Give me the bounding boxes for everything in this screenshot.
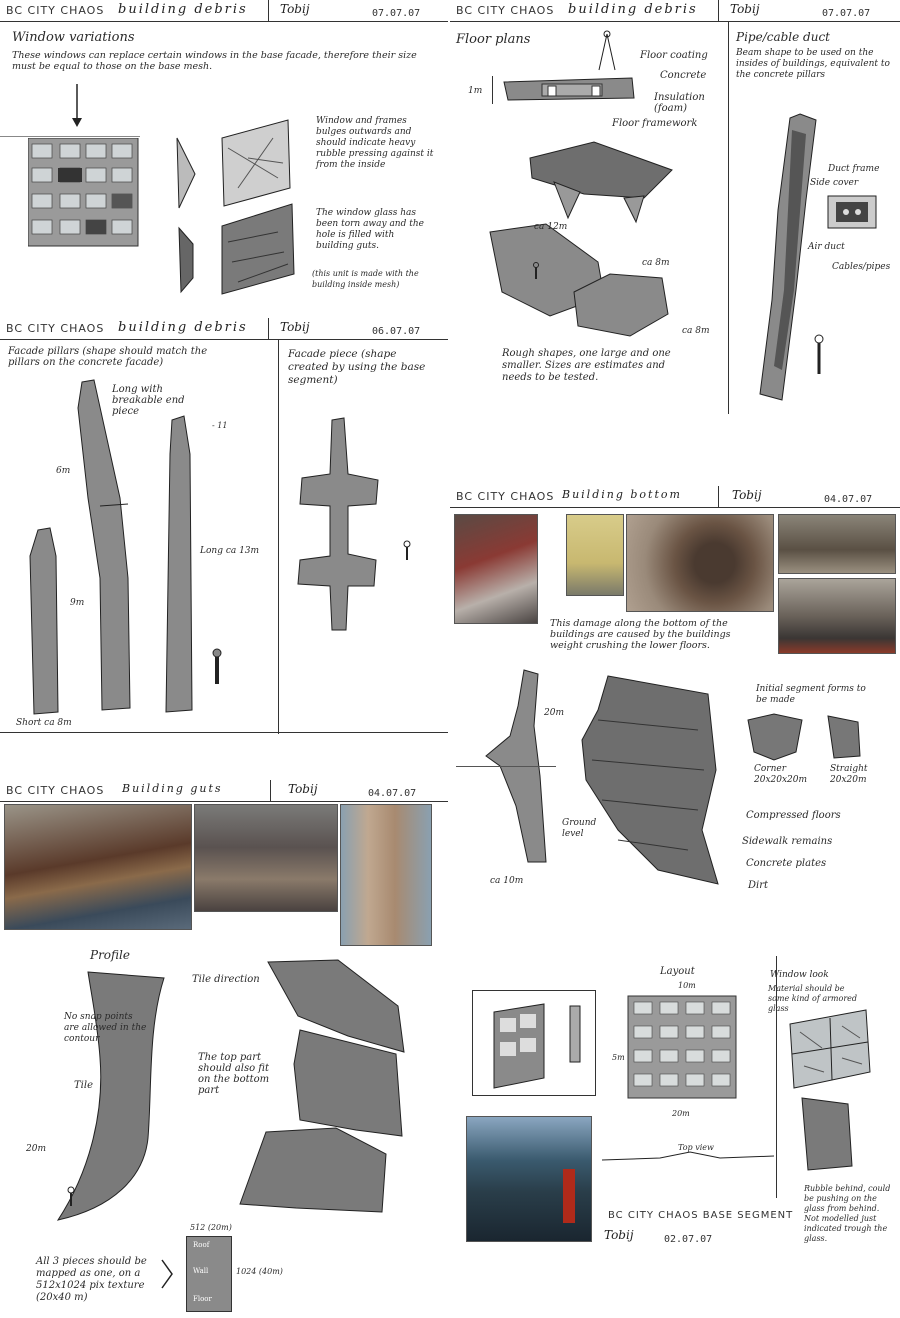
photo-crushed-base-1 xyxy=(778,514,896,574)
photo-damaged-tower xyxy=(340,804,432,946)
label-sidewalk-remains: Sidewalk remains xyxy=(742,836,833,847)
sheet-brand: BC CITY CHAOS xyxy=(456,490,555,503)
sheet-building-bottom xyxy=(450,486,900,946)
sheet-title: building debris xyxy=(118,320,248,335)
label-512: 512 (20m) xyxy=(190,1223,232,1232)
compressed-wall-sketch xyxy=(578,670,722,890)
label-20m: 20m xyxy=(26,1144,46,1154)
label-floor-coating: Floor coating xyxy=(640,50,708,61)
duct-section-sketch xyxy=(824,192,882,234)
window-variations-note: These windows can replace certain windows in the base facade, therefore their size must be equal to those on the base mesh. xyxy=(12,50,417,72)
sheet-date: 07.07.07 xyxy=(822,8,871,19)
label-profile: Profile xyxy=(90,948,130,962)
label-tile: Tile xyxy=(74,1080,93,1091)
label-duct-frame: Duct frame xyxy=(828,164,880,174)
armored-glass-sketch xyxy=(786,1008,874,1092)
photo-yellow-building xyxy=(566,514,624,596)
straight-segment-sketch xyxy=(824,712,864,762)
label-5m: 5m xyxy=(612,1053,625,1062)
label-concrete: Concrete xyxy=(660,70,707,81)
section-heading: Facade pillars (shape should match the pillars on the concrete facade) xyxy=(8,346,208,368)
facade-corner-sketch xyxy=(490,1002,550,1090)
label-window-look: Window look xyxy=(770,970,829,980)
label-straight: Straight 20x20m xyxy=(830,764,868,785)
label-6m: 6m xyxy=(56,466,71,476)
section-heading: Floor plans xyxy=(456,32,531,47)
photo-collapsed-base-1 xyxy=(454,514,538,624)
note-rubble-behind: Rubble behind, could be pushing on the glass from behind. Not modelled just indicated trough the glass. xyxy=(804,1184,891,1243)
facade-piece-sketch xyxy=(292,414,382,634)
pipe-duct-note: Beam shape to be used on the insides of buildings, equivalent to the concrete pillars xyxy=(736,48,890,80)
floor-slab-8m-sketch xyxy=(568,270,672,340)
section-heading-2: Facade piece (shape created by using the base segment) xyxy=(288,348,426,386)
sheet-base-segment xyxy=(450,946,900,1318)
compass-icon xyxy=(596,30,618,72)
sheet-title: building debris xyxy=(118,2,248,17)
signature: Tobij xyxy=(730,2,760,16)
note-mapped: All 3 pieces should be mapped as one, on a 512x1024 pix texture (20x40 m) xyxy=(36,1256,147,1303)
label-concrete-plates: Concrete plates xyxy=(746,858,827,869)
base-segment-label: BC CITY CHAOS BASE SEGMENT xyxy=(608,1210,794,1221)
label-ground-level: Ground level xyxy=(562,818,597,839)
facade-window-sketch xyxy=(28,138,140,248)
label-long-13m: Long ca 13m xyxy=(200,546,260,556)
texture-roof-label: Roof xyxy=(193,1241,210,1249)
note-snap-points: No snap points are allowed in the contour xyxy=(64,1012,147,1044)
scale-figure-icon xyxy=(66,1186,76,1208)
photo-twisted-steel xyxy=(4,804,192,930)
arrow-down-icon xyxy=(70,84,84,128)
label-dirt: Dirt xyxy=(748,880,769,891)
note-damage: This damage along the bottom of the buildings are caused by the buildings weight crushing the lower floors. xyxy=(550,618,731,651)
window-torn-sketch xyxy=(218,202,298,298)
note-bulge: Window and frames bulges outwards and should indicate heavy rubble pressing against it from the inside xyxy=(316,116,434,170)
photo-ground-zero xyxy=(194,804,338,912)
label-8m-b: ca 8m xyxy=(682,326,710,336)
label-insulation: Insulation (foam) xyxy=(654,92,705,114)
signature: Tobij xyxy=(732,488,762,502)
arrow-right-icon xyxy=(160,1258,174,1290)
label-short-8m: Short ca 8m xyxy=(16,718,72,728)
sheet-date: 04.07.07 xyxy=(368,788,417,799)
texture-map xyxy=(186,1236,232,1312)
signature: Tobij xyxy=(604,1228,634,1242)
scale-figure-icon xyxy=(402,540,412,562)
texture-floor-label: Floor xyxy=(193,1295,212,1303)
floor-section-sketch xyxy=(502,70,636,106)
photo-street-towers xyxy=(466,1116,592,1242)
sheet-window-variations xyxy=(0,0,450,318)
tile-piece-bottom-sketch xyxy=(236,1124,392,1216)
label-11: - 11 xyxy=(212,421,228,430)
top-view-sketch xyxy=(600,1150,776,1164)
sheet-date: 07.07.07 xyxy=(372,8,421,19)
sheet-brand: BC CITY CHAOS xyxy=(6,4,105,17)
photo-arched-ruin xyxy=(626,514,774,612)
note-rough-shapes: Rough shapes, one large and one smaller. Sizes are estimates and needs to be tested. xyxy=(502,348,671,383)
layout-facade-sketch xyxy=(626,994,738,1102)
label-9m: 9m xyxy=(70,598,85,608)
label-20m: 20m xyxy=(544,708,564,718)
label-10m: ca 10m xyxy=(490,876,524,886)
note-window-material: Material should be some kind of armored glass xyxy=(768,984,858,1013)
label-10m: 10m xyxy=(678,981,696,990)
rubble-window-sketch xyxy=(796,1092,856,1176)
sheet-brand: BC CITY CHAOS xyxy=(6,322,105,335)
sheet-building-guts xyxy=(0,780,450,1318)
scale-figure-icon xyxy=(812,334,826,378)
corner-segment-sketch xyxy=(746,712,804,762)
label-8m-a: ca 8m xyxy=(642,258,670,268)
label-layout: Layout xyxy=(660,966,695,977)
label-floor-framework: Floor framework xyxy=(612,118,698,129)
sheet-date: 06.07.07 xyxy=(372,326,421,337)
pillar-short-sketch xyxy=(26,526,62,718)
label-air-duct: Air duct xyxy=(808,242,845,252)
window-bulge-sketch xyxy=(218,118,294,208)
window-side-sketch-2 xyxy=(175,226,197,296)
photo-crushed-base-2 xyxy=(778,578,896,654)
sheet-pipe-duct xyxy=(728,22,900,414)
signature: Tobij xyxy=(280,2,310,16)
label-long-end-piece: Long with breakable end piece xyxy=(112,384,185,417)
sheet-facade-pillars xyxy=(0,318,450,734)
label-corner: Corner 20x20x20m xyxy=(754,764,808,785)
scale-figure-icon xyxy=(532,262,540,280)
label-tile-direction: Tile direction xyxy=(192,974,260,985)
note-top-part: The top part should also fit on the bottom part xyxy=(198,1052,270,1096)
sheet-title: Building bottom xyxy=(562,488,682,501)
note-mesh: (this unit is made with the building inside mesh) xyxy=(312,269,419,289)
chinese-sign-strip xyxy=(563,1169,575,1223)
section-heading: Pipe/cable duct xyxy=(736,30,831,44)
label-initial-forms: Initial segment forms to be made xyxy=(756,684,866,705)
sheet-date: 04.07.07 xyxy=(824,494,873,505)
texture-wall-label: Wall xyxy=(193,1267,209,1275)
sheet-title: Building guts xyxy=(122,782,223,795)
sheet-date: 02.07.07 xyxy=(664,1234,713,1245)
signature: Tobij xyxy=(280,320,310,334)
scale-figure-icon xyxy=(210,648,224,688)
pillar-breakable-sketch xyxy=(74,378,134,714)
label-side-cover: Side cover xyxy=(810,178,859,188)
window-side-sketch-1 xyxy=(175,136,197,212)
note-torn: The window glass has been torn away and the hole is filled with building guts. xyxy=(316,208,424,251)
section-heading: Window variations xyxy=(12,30,135,45)
label-1024: 1024 (40m) xyxy=(236,1267,283,1276)
label-compressed-floors: Compressed floors xyxy=(746,810,841,821)
sheet-brand: BC CITY CHAOS xyxy=(456,4,555,17)
label-1m: 1m xyxy=(468,86,483,96)
label-cables-pipes: Cables/pipes xyxy=(832,262,891,272)
sheet-title: building debris xyxy=(568,2,698,17)
label-top-view: Top view xyxy=(678,1143,714,1152)
pillar-detail-sketch xyxy=(566,1004,586,1066)
sheet-brand: BC CITY CHAOS xyxy=(6,784,105,797)
signature: Tobij xyxy=(288,782,318,796)
label-12m: ca 12m xyxy=(534,222,568,232)
pillar-long-sketch xyxy=(162,414,202,716)
label-20m: 20m xyxy=(672,1109,690,1118)
floor-slab-large-sketch xyxy=(524,138,674,224)
